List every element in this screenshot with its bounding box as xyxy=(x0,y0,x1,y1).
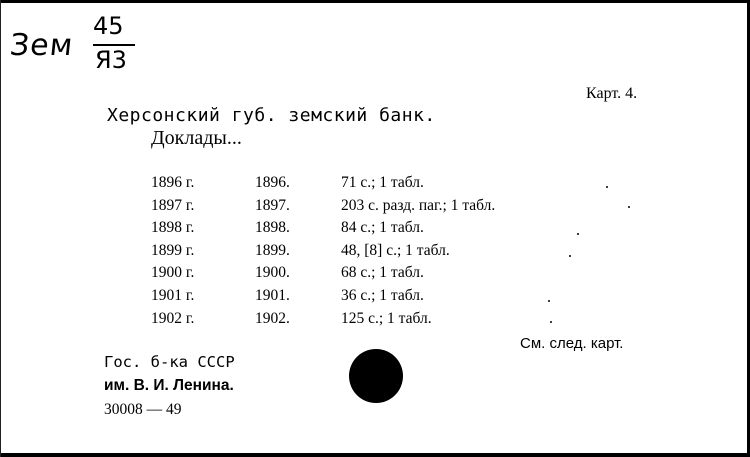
holding-date: 1902. xyxy=(255,310,290,327)
card-subtitle: Доклады... xyxy=(151,127,242,149)
shelf-mark-numerator: 45 xyxy=(93,12,124,40)
holding-year: 1900 г. xyxy=(151,264,195,281)
library-name: Гос. б-ка СССР xyxy=(104,353,235,371)
holding-details: 84 с.; 1 табл. xyxy=(341,219,424,236)
print-number: 30008 — 49 xyxy=(104,401,182,418)
holding-details: 36 с.; 1 табл. xyxy=(341,287,424,304)
holding-year: 1902 г. xyxy=(151,310,195,327)
holding-details: 48, [8] с.; 1 табл. xyxy=(341,242,450,259)
see-next-card-note: См. след. карт. xyxy=(520,335,624,352)
scan-edge-left xyxy=(0,0,1,457)
scan-speck xyxy=(550,321,552,323)
holding-date: 1900. xyxy=(255,264,290,281)
holding-date: 1901. xyxy=(255,287,290,304)
holding-details: 203 с. разд. паг.; 1 табл. xyxy=(341,197,496,214)
scan-speck xyxy=(606,186,608,188)
holding-year: 1896 г. xyxy=(151,174,195,191)
shelf-mark-denominator: Я3 xyxy=(95,46,127,74)
holding-date: 1897. xyxy=(255,197,290,214)
scan-edge-bottom xyxy=(0,453,750,457)
holding-date: 1899. xyxy=(255,242,290,259)
holding-details: 125 с.; 1 табл. xyxy=(341,310,432,327)
scan-speck xyxy=(548,300,550,302)
card-number: Карт. 4. xyxy=(586,85,638,102)
holding-year: 1901 г. xyxy=(151,287,195,304)
scan-speck xyxy=(628,206,630,208)
scan-speck xyxy=(577,233,579,235)
card-heading: Херсонский губ. земский банк. xyxy=(107,105,436,126)
shelf-mark-prefix: Зем xyxy=(8,28,76,63)
holding-date: 1898. xyxy=(255,219,290,236)
scan-speck xyxy=(569,255,571,257)
punch-hole xyxy=(349,349,403,403)
library-dedication: им. В. И. Ленина. xyxy=(104,377,234,394)
holding-year: 1898 г. xyxy=(151,219,195,236)
scan-edge-top xyxy=(0,0,750,3)
holding-year: 1897 г. xyxy=(151,197,195,214)
holding-details: 71 с.; 1 табл. xyxy=(341,174,424,191)
holding-details: 68 с.; 1 табл. xyxy=(341,264,424,281)
holding-date: 1896. xyxy=(255,174,290,191)
holding-year: 1899 г. xyxy=(151,242,195,259)
